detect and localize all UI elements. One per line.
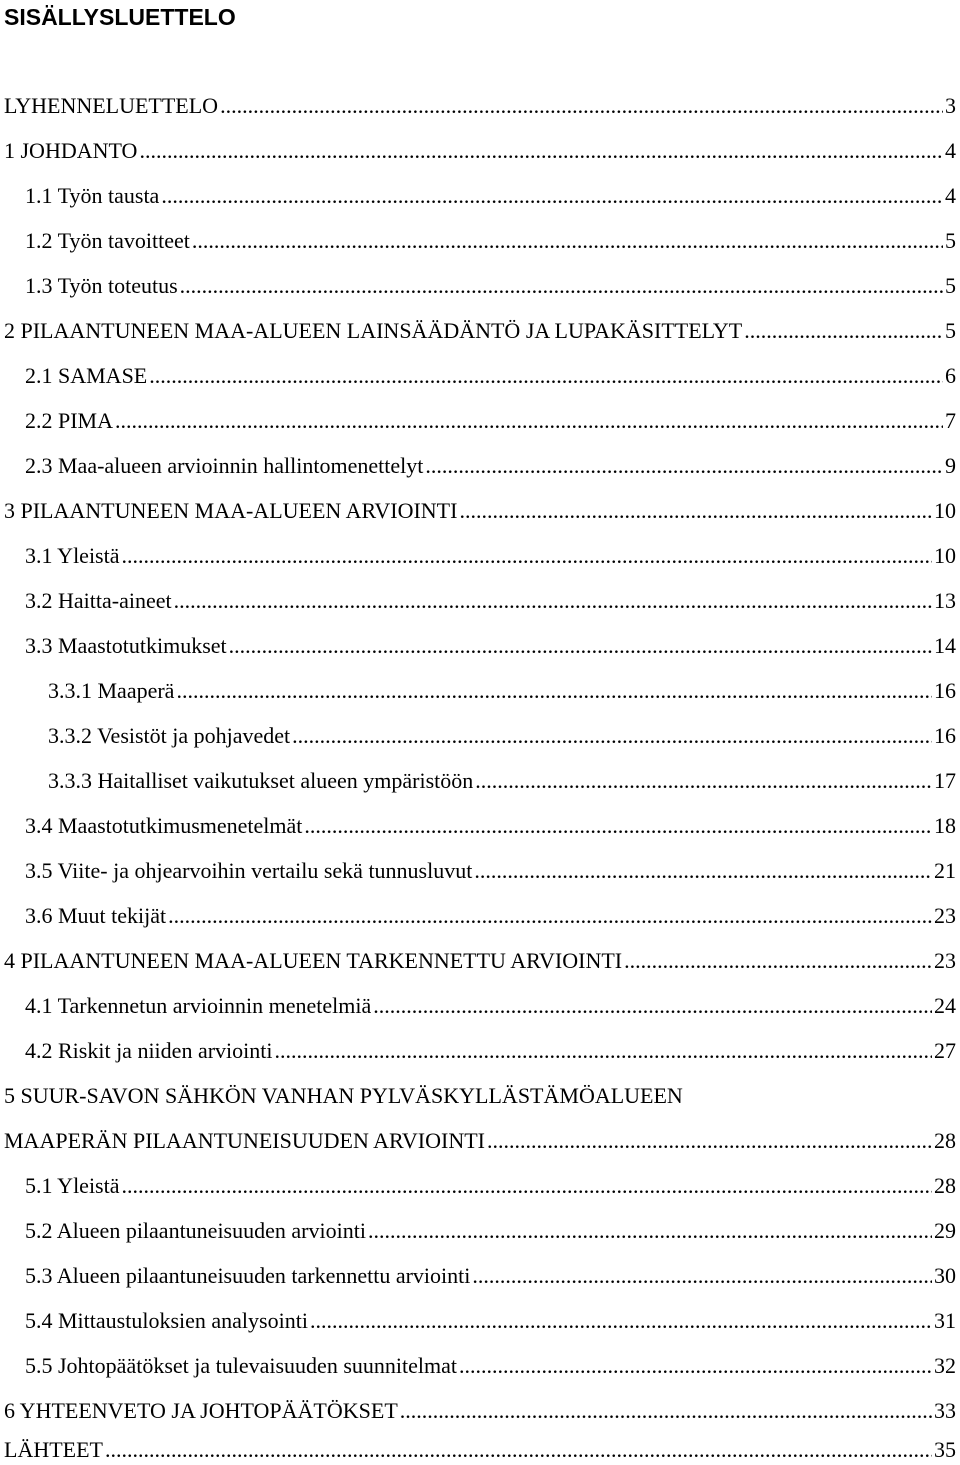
toc-entry-page: 5 (945, 318, 956, 343)
toc-entry-3[interactable] (4, 497, 956, 525)
toc-entry-label: 5.1 Yleistä (25, 1173, 120, 1198)
dot-leader (373, 992, 932, 1020)
toc-entry-page: 28 (934, 1173, 956, 1198)
toc-entry-label: 5.3 Alueen pilaantuneisuuden tarkennettu arviointi (25, 1263, 471, 1288)
dot-leader (220, 92, 943, 120)
dot-leader (400, 1397, 932, 1425)
toc-entry-label: 2.1 SAMASE (25, 363, 148, 388)
toc-entry-5-1[interactable] (25, 1172, 956, 1200)
toc-entry-page: 31 (934, 1308, 956, 1333)
toc-entry-page: 13 (934, 588, 956, 613)
toc-entry-1-3[interactable] (25, 272, 956, 300)
toc-entry-label: 3.4 Maastotutkimusmenetelmät (25, 813, 303, 838)
toc-entry-page: 3 (945, 93, 956, 118)
toc-entry-5-line-1[interactable]: 5 SUUR-SAVON SÄHKÖN VANHAN PYLVÄSKYLLÄSTÄMÖALUEEN (4, 1083, 683, 1108)
toc-entry-page: 23 (934, 948, 956, 973)
toc-entry-label: 5.5 Johtopäätökset ja tulevaisuuden suunnitelmat (25, 1353, 457, 1378)
toc-entry-3-3-1[interactable] (48, 677, 956, 705)
toc-entry-page: 4 (945, 138, 956, 163)
toc-entry-page: 16 (934, 678, 956, 703)
toc-entry-page: 5 (945, 228, 956, 253)
dot-leader (168, 902, 932, 930)
toc-entry-page: 9 (945, 453, 956, 478)
dot-leader (161, 182, 943, 210)
toc-entry-page: 24 (934, 993, 956, 1018)
toc-entry-page: 6 (945, 363, 956, 388)
toc-entry-page: 16 (934, 723, 956, 748)
dot-leader (459, 497, 932, 525)
toc-entry-page: 10 (934, 498, 956, 523)
dot-leader (304, 812, 932, 840)
toc-entry-3-5[interactable] (25, 857, 956, 885)
toc-entry-label: 3.3 Maastotutkimukset (25, 633, 227, 658)
dot-leader (105, 1436, 932, 1464)
toc-entry-label: 3.3.3 Haitalliset vaikutukset alueen ympäristöön (48, 768, 474, 793)
toc-entry-page: 18 (934, 813, 956, 838)
toc-entry-page: 30 (934, 1263, 956, 1288)
toc-entry-label: 5.4 Mittaustuloksien analysointi (25, 1308, 308, 1333)
dot-leader (292, 722, 932, 750)
dot-leader (425, 452, 943, 480)
toc-entry-page: 28 (934, 1128, 956, 1153)
toc-entry-label: 1.2 Työn tavoitteet (25, 228, 190, 253)
toc-entry-page: 4 (945, 183, 956, 208)
toc-entry-label: 2.2 PIMA (25, 408, 114, 433)
toc-entry-label: 3.2 Haitta-aineet (25, 588, 172, 613)
dot-leader (368, 1217, 932, 1245)
toc-entry-label: 4.1 Tarkennetun arvioinnin menetelmiä (25, 993, 372, 1018)
toc-entry-page: 5 (945, 273, 956, 298)
toc-entry-label: 2 PILAANTUNEEN MAA-ALUEEN LAINSÄÄDÄNTÖ JA LUPAKÄSITTELYT (4, 318, 743, 343)
dot-leader (274, 1037, 932, 1065)
toc-entry-page: 32 (934, 1353, 956, 1378)
toc-entry-label: 1.3 Työn toteutus (25, 273, 178, 298)
toc-entry-page: 10 (934, 543, 956, 568)
toc-entry-5-4[interactable] (25, 1307, 956, 1335)
toc-entry-5-3[interactable] (25, 1262, 956, 1290)
toc-entry-1-1[interactable] (25, 182, 956, 210)
toc-entry-4-2[interactable] (25, 1037, 956, 1065)
dot-leader (487, 1127, 932, 1155)
toc-entry-label: 3.6 Muut tekijät (25, 903, 167, 928)
toc-entry-label: 4.2 Riskit ja niiden arviointi (25, 1038, 273, 1063)
toc-entry-2-3[interactable] (25, 452, 956, 480)
toc-entry-3-6[interactable] (25, 902, 956, 930)
toc-entry-page: 33 (934, 1398, 956, 1423)
dot-leader (122, 542, 933, 570)
toc-entry-1[interactable] (4, 137, 956, 165)
dot-leader (115, 407, 943, 435)
toc-entry-label: 3.3.2 Vesistöt ja pohjavedet (48, 723, 291, 748)
toc-entry-label: 3.5 Viite- ja ohjearvoihin vertailu sekä tunnusluvut (25, 858, 473, 883)
dot-leader (192, 227, 943, 255)
toc-entry-4[interactable] (4, 947, 956, 975)
toc-entry-3-3-3[interactable] (48, 767, 956, 795)
dot-leader (624, 947, 932, 975)
toc-entry-label: 4 PILAANTUNEEN MAA-ALUEEN TARKENNETTU ARVIOINTI (4, 948, 623, 973)
toc-entry-label: LÄHTEET (4, 1437, 103, 1462)
dot-leader (139, 137, 943, 165)
toc-entry-page: 23 (934, 903, 956, 928)
dot-leader (744, 317, 943, 345)
toc-entry-label: 3 PILAANTUNEEN MAA-ALUEEN ARVIOINTI (4, 498, 458, 523)
toc-entry-3-3-2[interactable] (48, 722, 956, 750)
toc-entry-label: 3.3.1 Maaperä (48, 678, 175, 703)
dot-leader (475, 767, 932, 795)
dot-leader (472, 1262, 932, 1290)
toc-entry-3-3[interactable] (25, 632, 956, 660)
toc-entry-label: 2.3 Maa-alueen arvioinnin hallintomenettelyt (25, 453, 424, 478)
toc-entry-1-2[interactable] (25, 227, 956, 255)
dot-leader (176, 677, 932, 705)
dot-leader (474, 857, 932, 885)
dot-leader (174, 587, 932, 615)
toc-entry-label: 1 JOHDANTO (4, 138, 138, 163)
toc-entry-2-1[interactable] (25, 362, 956, 390)
dot-leader (122, 1172, 933, 1200)
dot-leader (149, 362, 943, 390)
toc-entry-page: 21 (934, 858, 956, 883)
toc-entry-2-2[interactable] (25, 407, 956, 435)
toc-entry-label: 3.1 Yleistä (25, 543, 120, 568)
toc-entry-page: 17 (934, 768, 956, 793)
toc-entry-3-2[interactable] (25, 587, 956, 615)
toc-entry-3-1[interactable] (25, 542, 956, 570)
dot-leader (310, 1307, 932, 1335)
toc-entry-page: 7 (945, 408, 956, 433)
dot-leader (229, 632, 932, 660)
toc-entry-5[interactable] (4, 1127, 956, 1155)
toc-entry-label: MAAPERÄN PILAANTUNEISUUDEN ARVIOINTI (4, 1128, 485, 1153)
toc-entry-2[interactable] (4, 317, 956, 345)
toc-entry-page: 35 (934, 1437, 956, 1462)
toc-entry-5-2[interactable] (25, 1217, 956, 1245)
toc-entry-page: 29 (934, 1218, 956, 1243)
dot-leader (459, 1352, 932, 1380)
toc-entry-label: 6 YHTEENVETO JA JOHTOPÄÄTÖKSET (4, 1398, 398, 1423)
toc-entry-label: LYHENNELUETTELO (4, 93, 219, 118)
toc-entry-lyhenneluettelo[interactable] (4, 92, 956, 120)
toc-entry-page: 27 (934, 1038, 956, 1063)
toc-entry-label: 1.1 Työn tausta (25, 183, 160, 208)
toc-entry-5-5[interactable] (25, 1352, 956, 1380)
toc-entry-label: 5.2 Alueen pilaantuneisuuden arviointi (25, 1218, 366, 1243)
dot-leader (180, 272, 943, 300)
toc-entry-4-1[interactable] (25, 992, 956, 1020)
toc-entry-3-4[interactable] (25, 812, 956, 840)
toc-entry-6[interactable] (4, 1397, 956, 1425)
page-title: SISÄLLYSLUETTELO (4, 4, 236, 30)
toc-entry-lahteet[interactable] (4, 1436, 956, 1464)
toc-entry-page: 14 (934, 633, 956, 658)
